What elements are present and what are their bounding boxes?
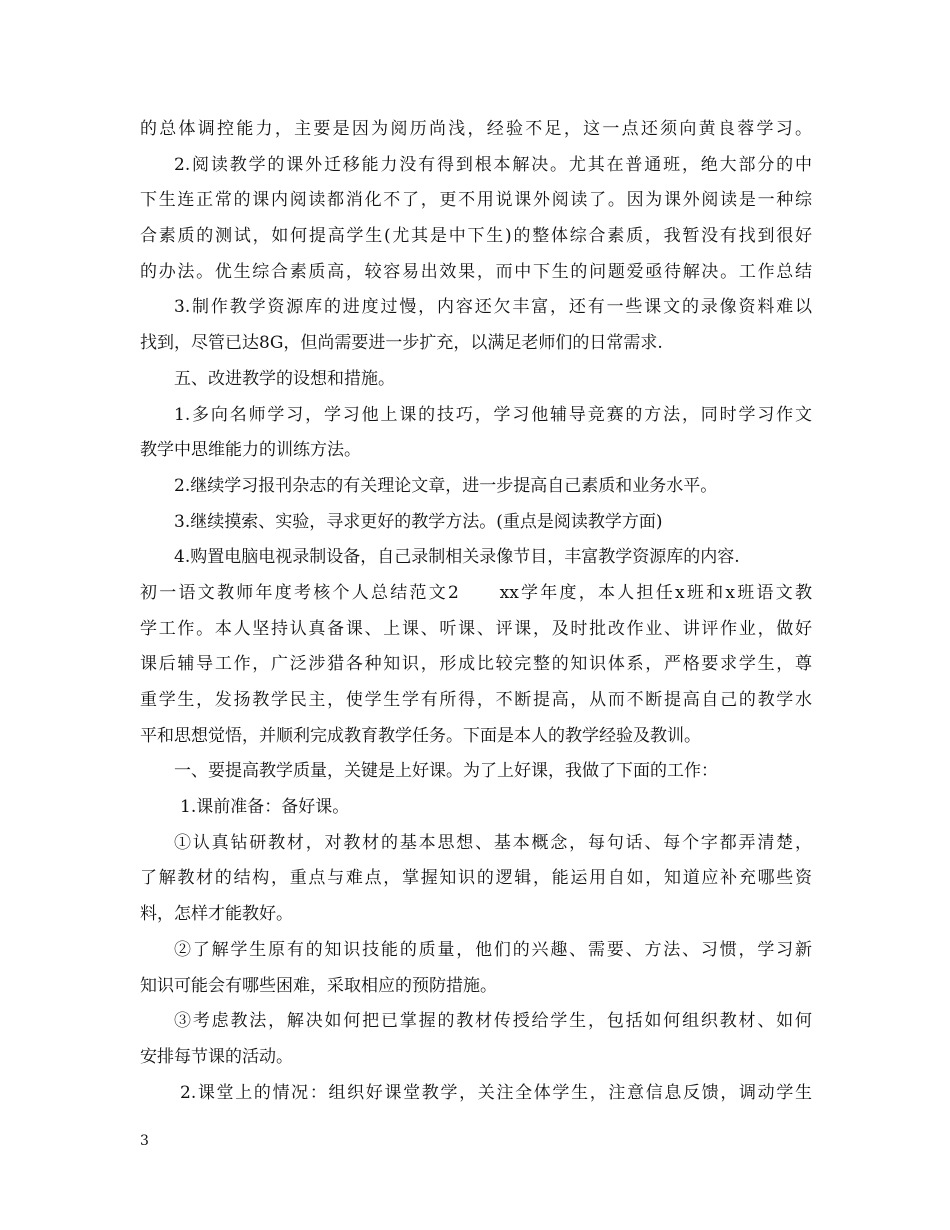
text-line: 知识可能会有哪些困难，采取相应的预防措施。 xyxy=(140,975,497,996)
text-line: 初一语文教师年度考核个人总结范文2 xx学年度，本人担任x班和x班语文教 xyxy=(140,582,812,603)
text-line: 的办法。优生综合素质高，较容易出效果，而中下生的问题爱亟待解决。工作总结 xyxy=(140,261,812,282)
text-line: 2.阅读教学的课外迁移能力没有得到根本解决。尤其在普通班，绝大部分的中 xyxy=(174,154,812,175)
text-line: ②了解学生原有的知识技能的质量，他们的兴趣、需要、方法、习惯，学习新 xyxy=(174,939,812,960)
section-heading: 五、改进教学的设想和措施。 xyxy=(174,368,395,389)
text-line: ①认真钻研教材，对教材的基本思想、基本概念，每句话、每个字都弄清楚， xyxy=(174,832,812,853)
text-line: 下生连正常的课内阅读都消化不了，更不用说课外阅读了。因为课外阅读是一种综 xyxy=(140,190,812,211)
text-line: 教学中思维能力的训练方法。 xyxy=(140,440,361,461)
text-line: 学工作。本人坚持认真备课、上课、听课、评课，及时批改作业、讲评作业，做好 xyxy=(140,618,812,639)
text-line: 重学生，发扬教学民主，使学生学有所得，不断提高，从而不断提高自己的教学水 xyxy=(140,690,812,710)
text-line: ③考虑教法，解决如何把已掌握的教材传授给学生，包括如何组织教材、如何 xyxy=(174,1011,812,1032)
text-line: 课后辅导工作，广泛涉猎各种知识，形成比较完整的知识体系，严格要求学生，尊 xyxy=(140,654,812,675)
text-line: 4.购置电脑电视录制设备，自己录制相关录像节目，丰富教学资源库的内容. xyxy=(174,547,740,568)
document-body xyxy=(140,112,812,1111)
text-line: 平和思想觉悟，并顺利完成教育教学任务。下面是本人的教学经验及教训。 xyxy=(140,725,701,746)
section-heading: 一、要提高教学质量，关键是上好课。为了上好课，我做了下面的工作： xyxy=(174,761,718,782)
text-line: 1.多向名师学习，学习他上课的技巧，学习他辅导竞赛的方法，同时学习作文 xyxy=(174,404,812,425)
text-line: 安排每节课的活动。 xyxy=(140,1046,293,1067)
subsection-heading: 1.课前准备：备好课。 xyxy=(180,797,350,818)
text-line: 3.制作教学资源库的进度过慢，内容还欠丰富，还有一些课文的录像资料难以 xyxy=(174,297,812,318)
text-line: 3.继续摸索、实验，寻求更好的教学方法。(重点是阅读教学方面) xyxy=(174,511,663,532)
text-line: 2.继续学习报刊杂志的有关理论文章，进一步提高自己素质和业务水平。 xyxy=(174,475,718,496)
text-line: 的总体调控能力，主要是因为阅历尚浅，经验不足，这一点还须向黄良蓉学习。 xyxy=(140,119,812,139)
page-number: 3 xyxy=(140,1133,149,1149)
text-line: 合素质的测试，如何提高学生(尤其是中下生)的整体综合素质，我暂没有找到很好 xyxy=(140,226,812,247)
text-line: 找到，尽管已达8G，但尚需要进一步扩充，以满足老师们的日常需求. xyxy=(140,333,663,354)
text-line: 料，怎样才能教好。 xyxy=(140,904,293,925)
text-line: 2.课堂上的情况：组织好课堂教学，关注全体学生，注意信息反馈，调动学生 xyxy=(180,1082,812,1103)
text-line: 了解教材的结构，重点与难点，掌握知识的逻辑，能运用自如，知道应补充哪些资 xyxy=(140,868,812,889)
